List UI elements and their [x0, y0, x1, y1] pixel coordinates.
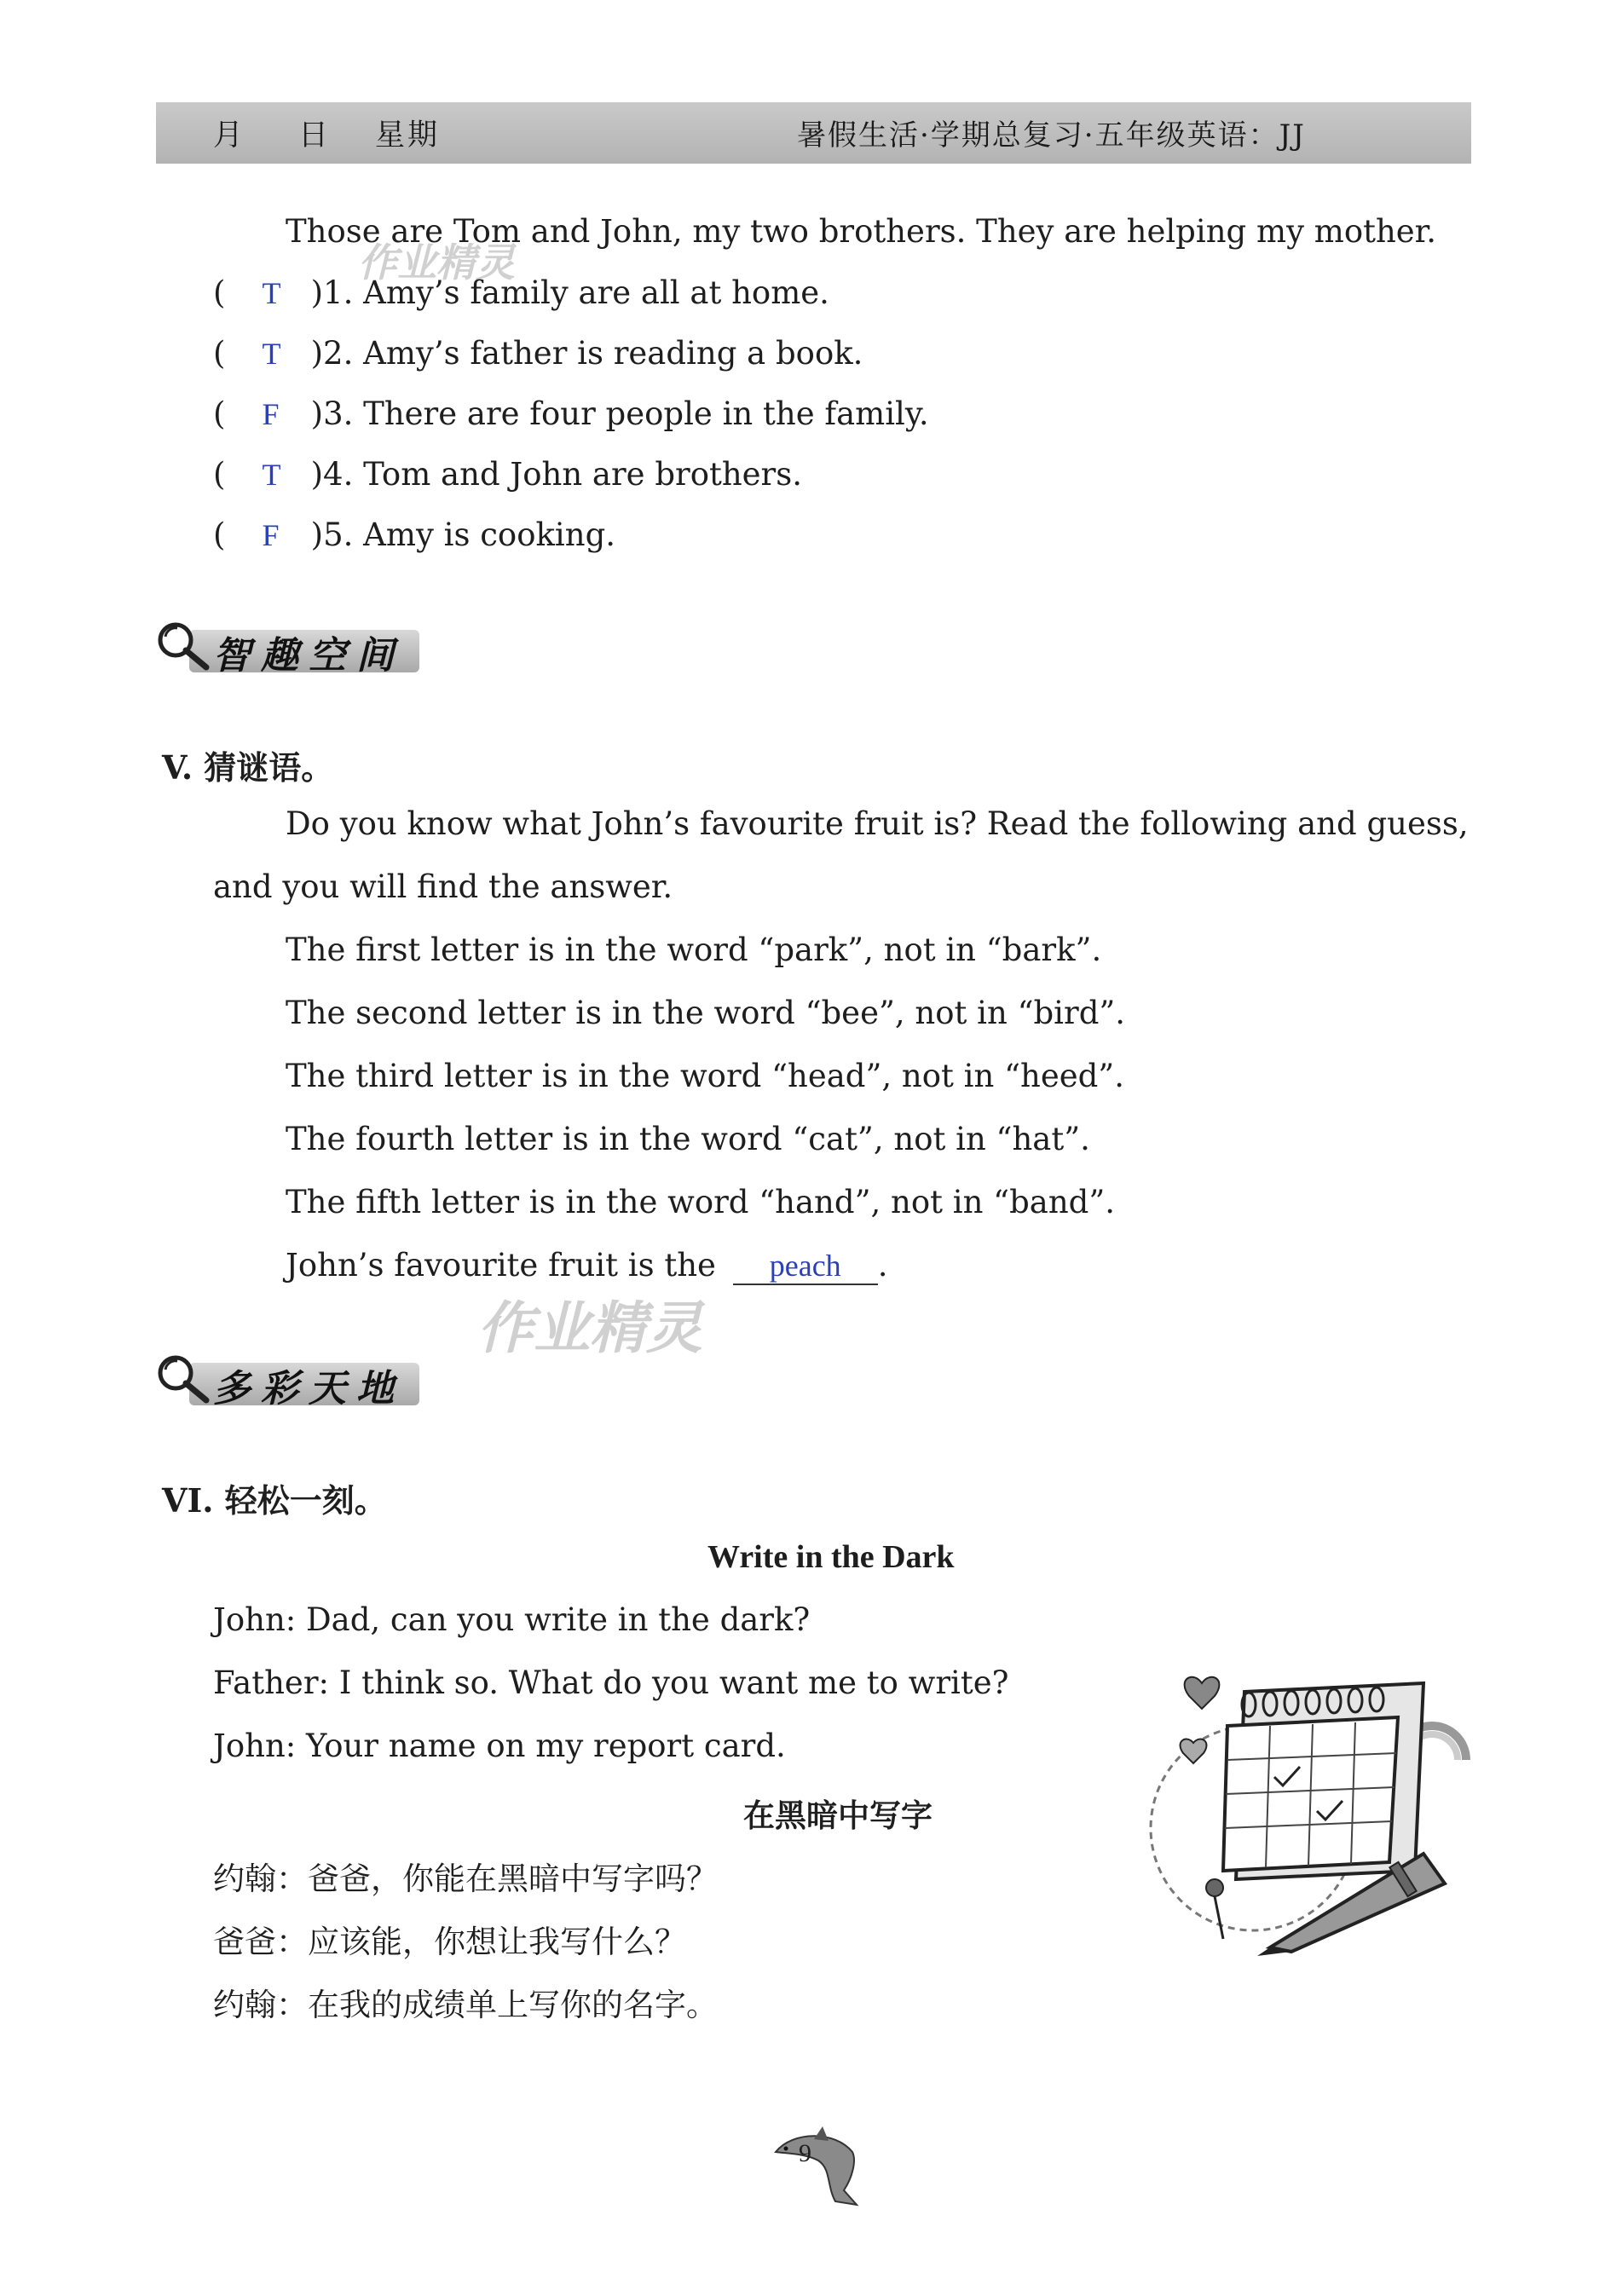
riddle-final-suffix: . — [877, 1247, 888, 1284]
banner-title: 多彩天地 — [213, 1367, 404, 1410]
joke-line-zh: 约翰：在我的成绩单上写你的名字。 — [213, 1987, 718, 2023]
joke-line-en: John: Your name on my report card. — [213, 1728, 786, 1764]
riddle-answer: peach — [769, 1249, 841, 1283]
page-number: 9 — [799, 2139, 811, 2167]
riddle-clue: The first letter is in the word “park”, not in “bark”. — [286, 932, 1102, 968]
riddle-heading: V. 猜谜语。 — [162, 748, 334, 787]
joke-line-en: John: Dad, can you write in the dark? — [213, 1601, 811, 1638]
header-day: 日 — [298, 118, 332, 153]
joke-line-zh: 爸爸：应该能，你想让我写什么？ — [213, 1924, 686, 1960]
question-row — [213, 335, 863, 372]
dolphin-icon — [767, 2126, 869, 2212]
header-book-title: 暑假生活·学期总复习·五年级英语：JJ — [797, 118, 1306, 153]
joke-line-en: Father: I think so. What do you want me to write? — [213, 1664, 1009, 1701]
question-row — [213, 516, 615, 553]
joke-title-zh: 在黑暗中写字 — [743, 1797, 933, 1834]
open-bracket: ( — [213, 335, 226, 372]
passage-line: Those are Tom and John, my two brothers. They are helping my mother. — [286, 213, 1437, 250]
open-bracket: ( — [213, 516, 226, 553]
magnifier-icon — [153, 1351, 215, 1409]
riddle-final-prefix: John’s favourite fruit is the — [286, 1247, 716, 1284]
question-row — [213, 274, 829, 311]
open-bracket: ( — [213, 456, 226, 493]
question-text: )5. Amy is cooking. — [310, 516, 616, 553]
joke-title-en: Write in the Dark — [707, 1539, 955, 1575]
banner-title: 智趣空间 — [213, 634, 404, 678]
question-row — [213, 395, 929, 432]
header-week: 星期 — [375, 118, 441, 153]
riddle-final-line — [286, 1247, 887, 1285]
watermark-large: 作业精灵 — [477, 1295, 702, 1361]
answer-mark: T — [262, 337, 281, 371]
riddle-clue: The third letter is in the word “head”, not in “heed”. — [286, 1058, 1124, 1094]
answer-mark: T — [262, 458, 281, 492]
riddle-answer-blank[interactable] — [733, 1247, 878, 1285]
joke-heading: VI. 轻松一刻。 — [162, 1481, 387, 1520]
question-text: )3. There are four people in the family. — [310, 395, 929, 432]
question-text: )4. Tom and John are brothers. — [310, 456, 802, 493]
open-bracket: ( — [213, 395, 226, 432]
header-month: 月 — [213, 118, 246, 153]
section-banner-smart — [153, 618, 435, 678]
section-banner-colorful — [153, 1351, 435, 1410]
magnifier-icon — [153, 618, 215, 676]
question-row — [213, 456, 802, 493]
question-text: )2. Amy’s father is reading a book. — [310, 335, 863, 372]
calendar-pen-illustration — [1142, 1658, 1475, 1956]
riddle-clue: The fourth letter is in the word “cat”, not in “hat”. — [286, 1121, 1090, 1157]
riddle-intro-1: Do you know what John’s favourite fruit is? Read the following and guess, — [286, 805, 1469, 842]
question-text: )1. Amy’s family are all at home. — [310, 274, 829, 311]
riddle-clue: The fifth letter is in the word “hand”, not in “band”. — [286, 1184, 1116, 1220]
riddle-clue: The second letter is in the word “bee”, not in “bird”. — [286, 995, 1126, 1031]
answer-mark: F — [262, 518, 280, 552]
joke-line-zh: 约翰：爸爸，你能在黑暗中写字吗？ — [213, 1860, 718, 1897]
open-bracket: ( — [213, 274, 226, 311]
watermark-small: 作业精灵 — [358, 239, 515, 286]
answer-mark: T — [262, 276, 281, 310]
answer-mark: F — [262, 397, 280, 431]
riddle-intro-2: and you will find the answer. — [213, 868, 673, 905]
